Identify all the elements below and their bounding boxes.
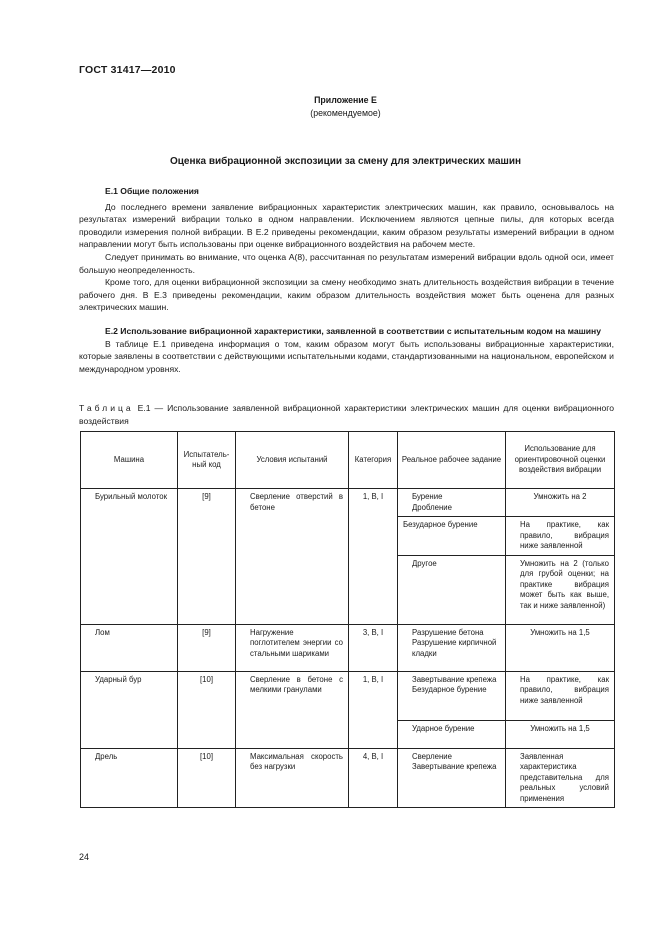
section-e1-paragraph-3: Кроме того, для оценки вибрационной экспозиции за смену необходимо знать длительность воздействия вибрации в течение рабочего дня. В Е.3 приведены рекомендации, каким образом длительность воздействия может быть оценена для разных электрических машин. xyxy=(79,277,614,313)
header-machine: Машина xyxy=(81,432,178,489)
table-row xyxy=(81,624,615,671)
cell-code: [9] xyxy=(178,489,236,625)
cell-usage: Умножить на 1,5 xyxy=(506,720,615,748)
cell-machine: Лом xyxy=(81,624,178,671)
table-row xyxy=(81,671,615,720)
annex-block xyxy=(0,94,661,120)
header-category: Категория xyxy=(349,432,398,489)
cell-task: Сверление Завертывание крепежа xyxy=(398,748,506,808)
header-usage: Использование для ориентировочной оценки воздействия вибрации xyxy=(506,432,615,489)
table-header-row xyxy=(81,432,615,489)
standard-header: ГОСТ 31417—2010 xyxy=(79,64,176,76)
vibration-table xyxy=(80,431,615,808)
cell-code: [10] xyxy=(178,671,236,748)
table-caption-prefix: Таблица xyxy=(79,403,134,413)
table-caption xyxy=(79,402,614,427)
table-row xyxy=(81,489,615,517)
table-row xyxy=(81,748,615,808)
cell-task: Ударное бурение xyxy=(398,720,506,748)
cell-task: Завертывание крепежа Безударное бурение xyxy=(398,671,506,720)
cell-code: [10] xyxy=(178,748,236,808)
cell-conditions: Нагружение поглотителем энергии со стальными шариками xyxy=(236,624,349,671)
cell-usage: Умножить на 1,5 xyxy=(506,624,615,671)
document-title: Оценка вибрационной экспозиции за смену для электрических машин xyxy=(169,156,522,167)
cell-task: Бурение Дробление xyxy=(398,489,506,517)
header-real-task: Реальное рабочее задание xyxy=(398,432,506,489)
cell-conditions: Максимальная скорость без нагрузки xyxy=(236,748,349,808)
cell-conditions: Сверление отверстий в бетоне xyxy=(236,489,349,625)
cell-category: 4, B, I xyxy=(349,748,398,808)
cell-task: Другое xyxy=(398,555,506,624)
cell-machine: Бурильный молоток xyxy=(81,489,178,625)
cell-category: 1, B, I xyxy=(349,489,398,625)
table-caption-text: Е.1 — Использование заявленной вибрационной характеристики электрических машин для оценки вибрационного воздействия xyxy=(79,403,615,426)
cell-usage: Умножить на 2 xyxy=(506,489,615,517)
cell-task: Безударное бурение xyxy=(398,517,506,556)
cell-category: 3, B, I xyxy=(349,624,398,671)
page-number: 24 xyxy=(79,852,90,862)
section-e1-paragraph-1: До последнего времени заявление вибрационных характеристик электрических машин, как правило, основывалось на результатах измерений вибрации только в одном направлении. Исключением являются цепные пилы, для которых всегда проводили измерения полной вибрации. В Е.2 приведены рекомендации, каким образом результаты измерений вибрации в одном направлении могут быть использованы при оценке вибрационного воздействия на рабочем месте. xyxy=(79,201,614,250)
cell-category: 1, B, I xyxy=(349,671,398,748)
annex-title: Приложение Е xyxy=(314,95,377,105)
section-e1-heading: Е.1 Общие положения xyxy=(105,186,199,196)
cell-machine: Дрель xyxy=(81,748,178,808)
section-e2-heading: Е.2 Использование вибрационной характеристики, заявленной в соответствии с испытательным кодом на машину xyxy=(105,326,602,336)
section-e2-paragraph-1: В таблице Е.1 приведена информация о том, каким образом могут быть использованы вибрационные характеристики, которые заявлены в соответствии с действующими испытательными кодами, стандартизованными на национальном, европейском и международном уровнях. xyxy=(79,338,614,374)
header-test-conditions: Условия испытаний xyxy=(236,432,349,489)
cell-conditions: Сверление в бетоне с мелкими гранулами xyxy=(236,671,349,748)
cell-usage: На практике, как правило, вибрация ниже заявленной xyxy=(506,517,615,556)
section-e1 xyxy=(79,185,614,314)
header-test-code: Испытатель-ный код xyxy=(178,432,236,489)
annex-status: (рекомендуемое) xyxy=(310,108,381,118)
section-e2 xyxy=(79,325,614,375)
cell-usage: Умножить на 2 (только для грубой оценки; на практике вибрация может быть как выше, так и ниже заявленной) xyxy=(506,555,615,624)
cell-usage: На практике, как правило, вибрация ниже заявленной xyxy=(506,671,615,720)
cell-usage: Заявленная характеристика представительна для реальных условий применения xyxy=(506,748,615,808)
section-e1-paragraph-2: Следует принимать во внимание, что оценка A(8), рассчитанная по результатам измерений вибрации вдоль одной оси, имеет большую неопределенность. xyxy=(79,251,614,275)
cell-code: [9] xyxy=(178,624,236,671)
cell-machine: Ударный бур xyxy=(81,671,178,748)
cell-task: Разрушение бетона Разрушение кирпичной кладки xyxy=(398,624,506,671)
